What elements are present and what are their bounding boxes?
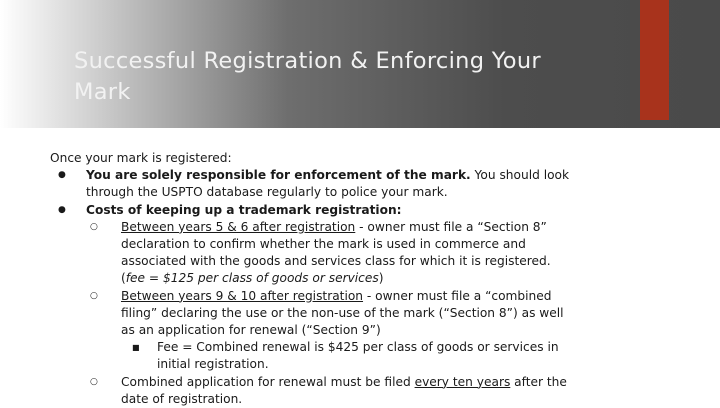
sub-bullet-underlined: Between years 9 & 10 after registration (121, 288, 364, 303)
sub-bullet-marker: ○ (90, 376, 98, 387)
accent-bar (640, 0, 669, 120)
bullet-bold-text: You are solely responsible for enforcement of the mark. (86, 168, 471, 183)
bullet-marker: ● (58, 204, 66, 215)
sub-sub-bullet-fee (50, 339, 570, 373)
sub-bullet-renewal (50, 374, 570, 408)
sub-bullet-fee: fee = $125 per class of goods or services (125, 271, 379, 286)
bullet-text: You should look through the USPTO database regularly to police your mark. (86, 168, 570, 200)
bullet-costs (50, 202, 570, 219)
sub-bullet-text: - owner must file a “combined filing” declaring the use or the non-use of the mark (“Section 8”) as well as an application for renewal (“Section 9”) (121, 288, 564, 338)
sub-sub-bullet-text: Fee = Combined renewal is $425 per class of goods or services in initial registration. (157, 340, 559, 372)
sub-bullet-section-8 (50, 219, 570, 288)
sub-bullet-underlined: Between years 5 & 6 after registration (121, 219, 356, 234)
sub-bullet-text-end: ) (378, 271, 384, 286)
sub-bullet-text: Combined application for renewal must be filed (121, 374, 415, 389)
sub-sub-bullet-marker: ■ (132, 343, 140, 353)
sub-bullet-combined-filing (50, 288, 570, 340)
sub-bullet-text: - owner must file a “Section 8” declaration to confirm whether the mark is used in commerce and associated with the goods and services class for which it is registered. ( (121, 219, 551, 286)
bullet-bold-text: Costs of keeping up a trademark registration: (86, 202, 402, 217)
sub-bullet-marker: ○ (90, 290, 98, 301)
bullet-enforcement (50, 167, 570, 201)
sub-bullet-marker: ○ (90, 221, 98, 232)
bullet-marker: ● (58, 170, 66, 181)
sub-bullet-text-end: after the date of registration. (121, 374, 567, 406)
intro-text: Once your mark is registered: (50, 151, 232, 165)
sub-bullet-underlined: every ten years (414, 374, 511, 389)
slide-body (50, 150, 570, 408)
slide-title: Successful Registration & Enforcing Your Mark (74, 48, 541, 105)
